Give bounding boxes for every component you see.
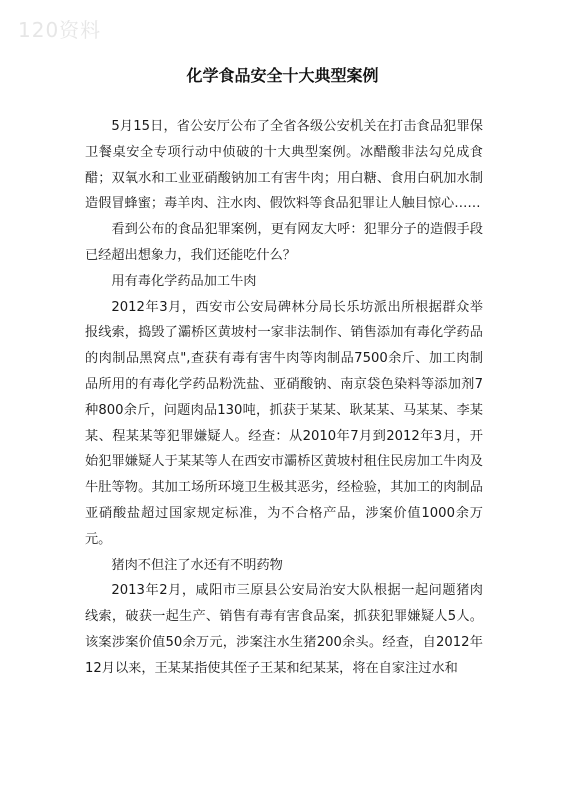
intro-paragraph: 5月15日，省公安厅公布了全省各级公安机关在打击食品犯罪保卫餐桌安全专项行动中侦破的十大典型案例。冰醋酸非法勾兑成食醋；双氧水和工业亚硝酸钠加工有害牛肉；用白糖、食用白矾加水制造假冒蜂蜜；毒羊肉、注水肉、假饮料等食品犯罪让人触目惊心…… xyxy=(85,119,483,212)
watermark: 120资料 xyxy=(18,18,102,42)
reaction-paragraph: 看到公布的食品犯罪案例，更有网友大呼：犯罪分子的造假手段已经超出想象力，我们还能吃什么？ xyxy=(85,222,483,263)
case-1-heading: 用有毒化学药品加工牛肉 xyxy=(111,273,257,289)
case-2-paragraph: 2013年2月，咸阳市三原县公安局治安大队根据一起问题猪肉线索，破获一起生产、销售有毒有害食品案，抓获犯罪嫌疑人5人。该案涉案价值50余万元，涉案注水生猪200余头。经查，自2012年12月以来，王某某指使其侄子王某和纪某某，将在自家注过水和 xyxy=(85,583,483,676)
case-1-paragraph: 2012年3月，西安市公安局碑林分局长乐坊派出所根据群众举报线索，捣毁了灞桥区黄坡村一家非法制作、销售添加有毒化学药品的肉制品黑窝点",查获有毒有害牛肉等肉制品7500余斤、加工肉制品所用的有毒化学药品粉洗盐、亚硝酸钠、南京袋色染料等添加剂7种800余斤，问题肉品130吨，抓获于某某、耿某某、马某某、李某某、程某某等犯罪嫌疑人。经查：从2010年7月到2012年3月，开始犯罪嫌疑人于某某等人在西安市灞桥区黄坡村租住民房加工牛肉及牛肚等物。其加工场所环境卫生极其恶劣，经检验，其加工的肉制品亚硝酸盐超过国家规定标准，为不合格产品，涉案价值1000余万元。 xyxy=(85,299,483,547)
document-title: 化学食品安全十大典型案例 xyxy=(186,66,379,85)
case-2-heading: 猪肉不但注了水还有不明药物 xyxy=(111,557,283,573)
document-body xyxy=(85,114,483,682)
